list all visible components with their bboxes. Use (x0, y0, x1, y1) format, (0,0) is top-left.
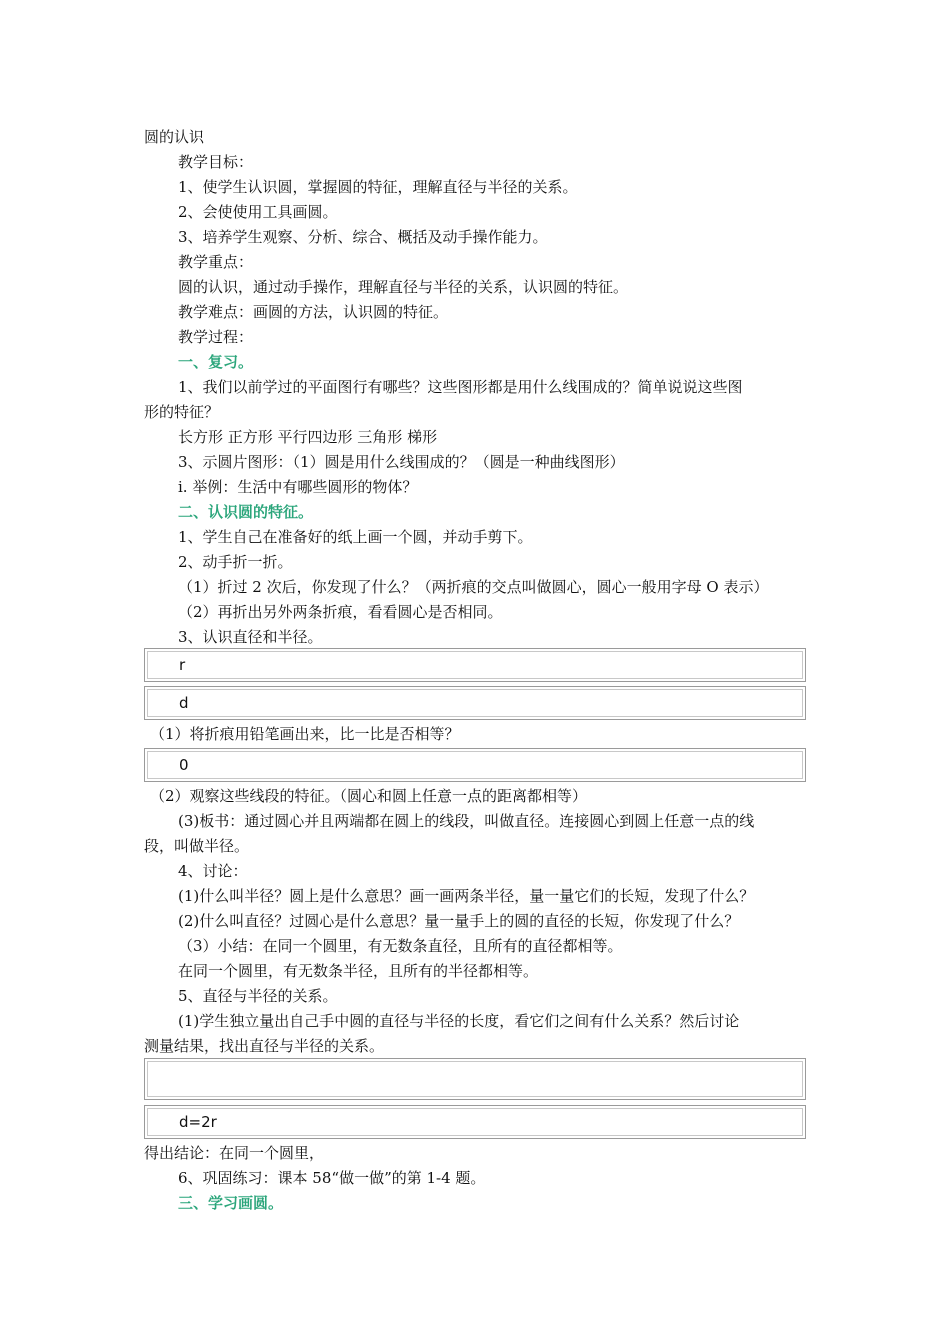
text-line: (1)学生独立量出自己手中圆的直径与半径的长度，看它们之间有什么关系？然后讨论 (178, 1012, 740, 1030)
text-line: （2）观察这些线段的特征。（圆心和圆上任意一点的距离都相等） (150, 787, 588, 805)
diagram-label: d (179, 694, 189, 712)
text-line: (3)板书：通过圆心并且两端都在圆上的线段，叫做直径。连接圆心到圆上任意一点的线 (178, 812, 755, 830)
text-line: 1、我们以前学过的平面图行有哪些？这些图形都是用什么线围成的？简单说说这些图 (178, 378, 743, 396)
text-line: 5、直径与半径的关系。 (178, 987, 338, 1005)
text-line: 得出结论：在同一个圆里， (144, 1144, 325, 1162)
text-line: 教学目标： (178, 153, 254, 171)
section-heading: 二、认识圆的特征。 (178, 503, 314, 521)
text-line: i. 举例：生活中有哪些圆形的物体？ (178, 478, 418, 496)
text-line: (1)什么叫半径？圆上是什么意思？画一画两条半径，量一量它们的长短，发现了什么？ (178, 887, 755, 905)
diagram-label: 0 (179, 756, 189, 774)
diagram-label-box (144, 748, 806, 782)
text-line: 6、巩固练习：课本 58“做一做”的第 1-4 题。 (178, 1169, 486, 1187)
text-line: 圆的认识，通过动手操作，理解直径与半径的关系，认识圆的特征。 (178, 278, 629, 296)
text-line: （1）将折痕用铅笔画出来，比一比是否相等？ (150, 725, 460, 743)
text-line: 2、会使使用工具画圆。 (178, 203, 338, 221)
text-line: 教学重点： (178, 253, 254, 271)
diagram-label-box (144, 648, 806, 682)
text-line: 测量结果，找出直径与半径的关系。 (144, 1037, 385, 1055)
text-line: 4、讨论： (178, 862, 248, 880)
text-line: 段，叫做半径。 (144, 837, 250, 855)
text-line: 3、培养学生观察、分析、综合、概括及动手操作能力。 (178, 228, 548, 246)
text-line: （3）小结：在同一个圆里，有无数条直径，且所有的直径都相等。 (178, 937, 623, 955)
text-line: 1、学生自己在准备好的纸上画一个圆，并动手剪下。 (178, 528, 533, 546)
text-line: (2)什么叫直径？过圆心是什么意思？量一量手上的圆的直径的长短，你发现了什么？ (178, 912, 740, 930)
diagram-label-box (144, 1058, 806, 1100)
section-heading: 三、学习画圆。 (178, 1194, 284, 1212)
text-line: 长方形 正方形 平行四边形 三角形 梯形 (178, 428, 438, 446)
text-line: 形的特征？ (144, 403, 220, 421)
text-line: 教学难点：画圆的方法，认识圆的特征。 (178, 303, 449, 321)
diagram-label-box (144, 686, 806, 720)
text-line: 3、认识直径和半径。 (178, 628, 323, 646)
text-line: （1）折过 2 次后，你发现了什么？（两折痕的交点叫做圆心，圆心一般用字母 O 表示） (178, 578, 769, 596)
diagram-label: r (179, 656, 186, 674)
text-line: 1、使学生认识圆，掌握圆的特征，理解直径与半径的关系。 (178, 178, 578, 196)
text-line: （2）再折出另外两条折痕，看看圆心是否相同。 (178, 603, 503, 621)
text-line: 教学过程： (178, 328, 254, 346)
diagram-label: d=2r (179, 1113, 217, 1131)
diagram-label-box (144, 1105, 806, 1139)
text-line: 在同一个圆里，有无数条半径，且所有的半径都相等。 (178, 962, 539, 980)
section-heading: 一、复习。 (178, 353, 254, 371)
text-line: 2、动手折一折。 (178, 553, 293, 571)
doc-title: 圆的认识 (144, 128, 205, 146)
text-line: 3、示圆片图形：（1）圆是用什么线围成的？（圆是一种曲线图形） (178, 453, 625, 471)
